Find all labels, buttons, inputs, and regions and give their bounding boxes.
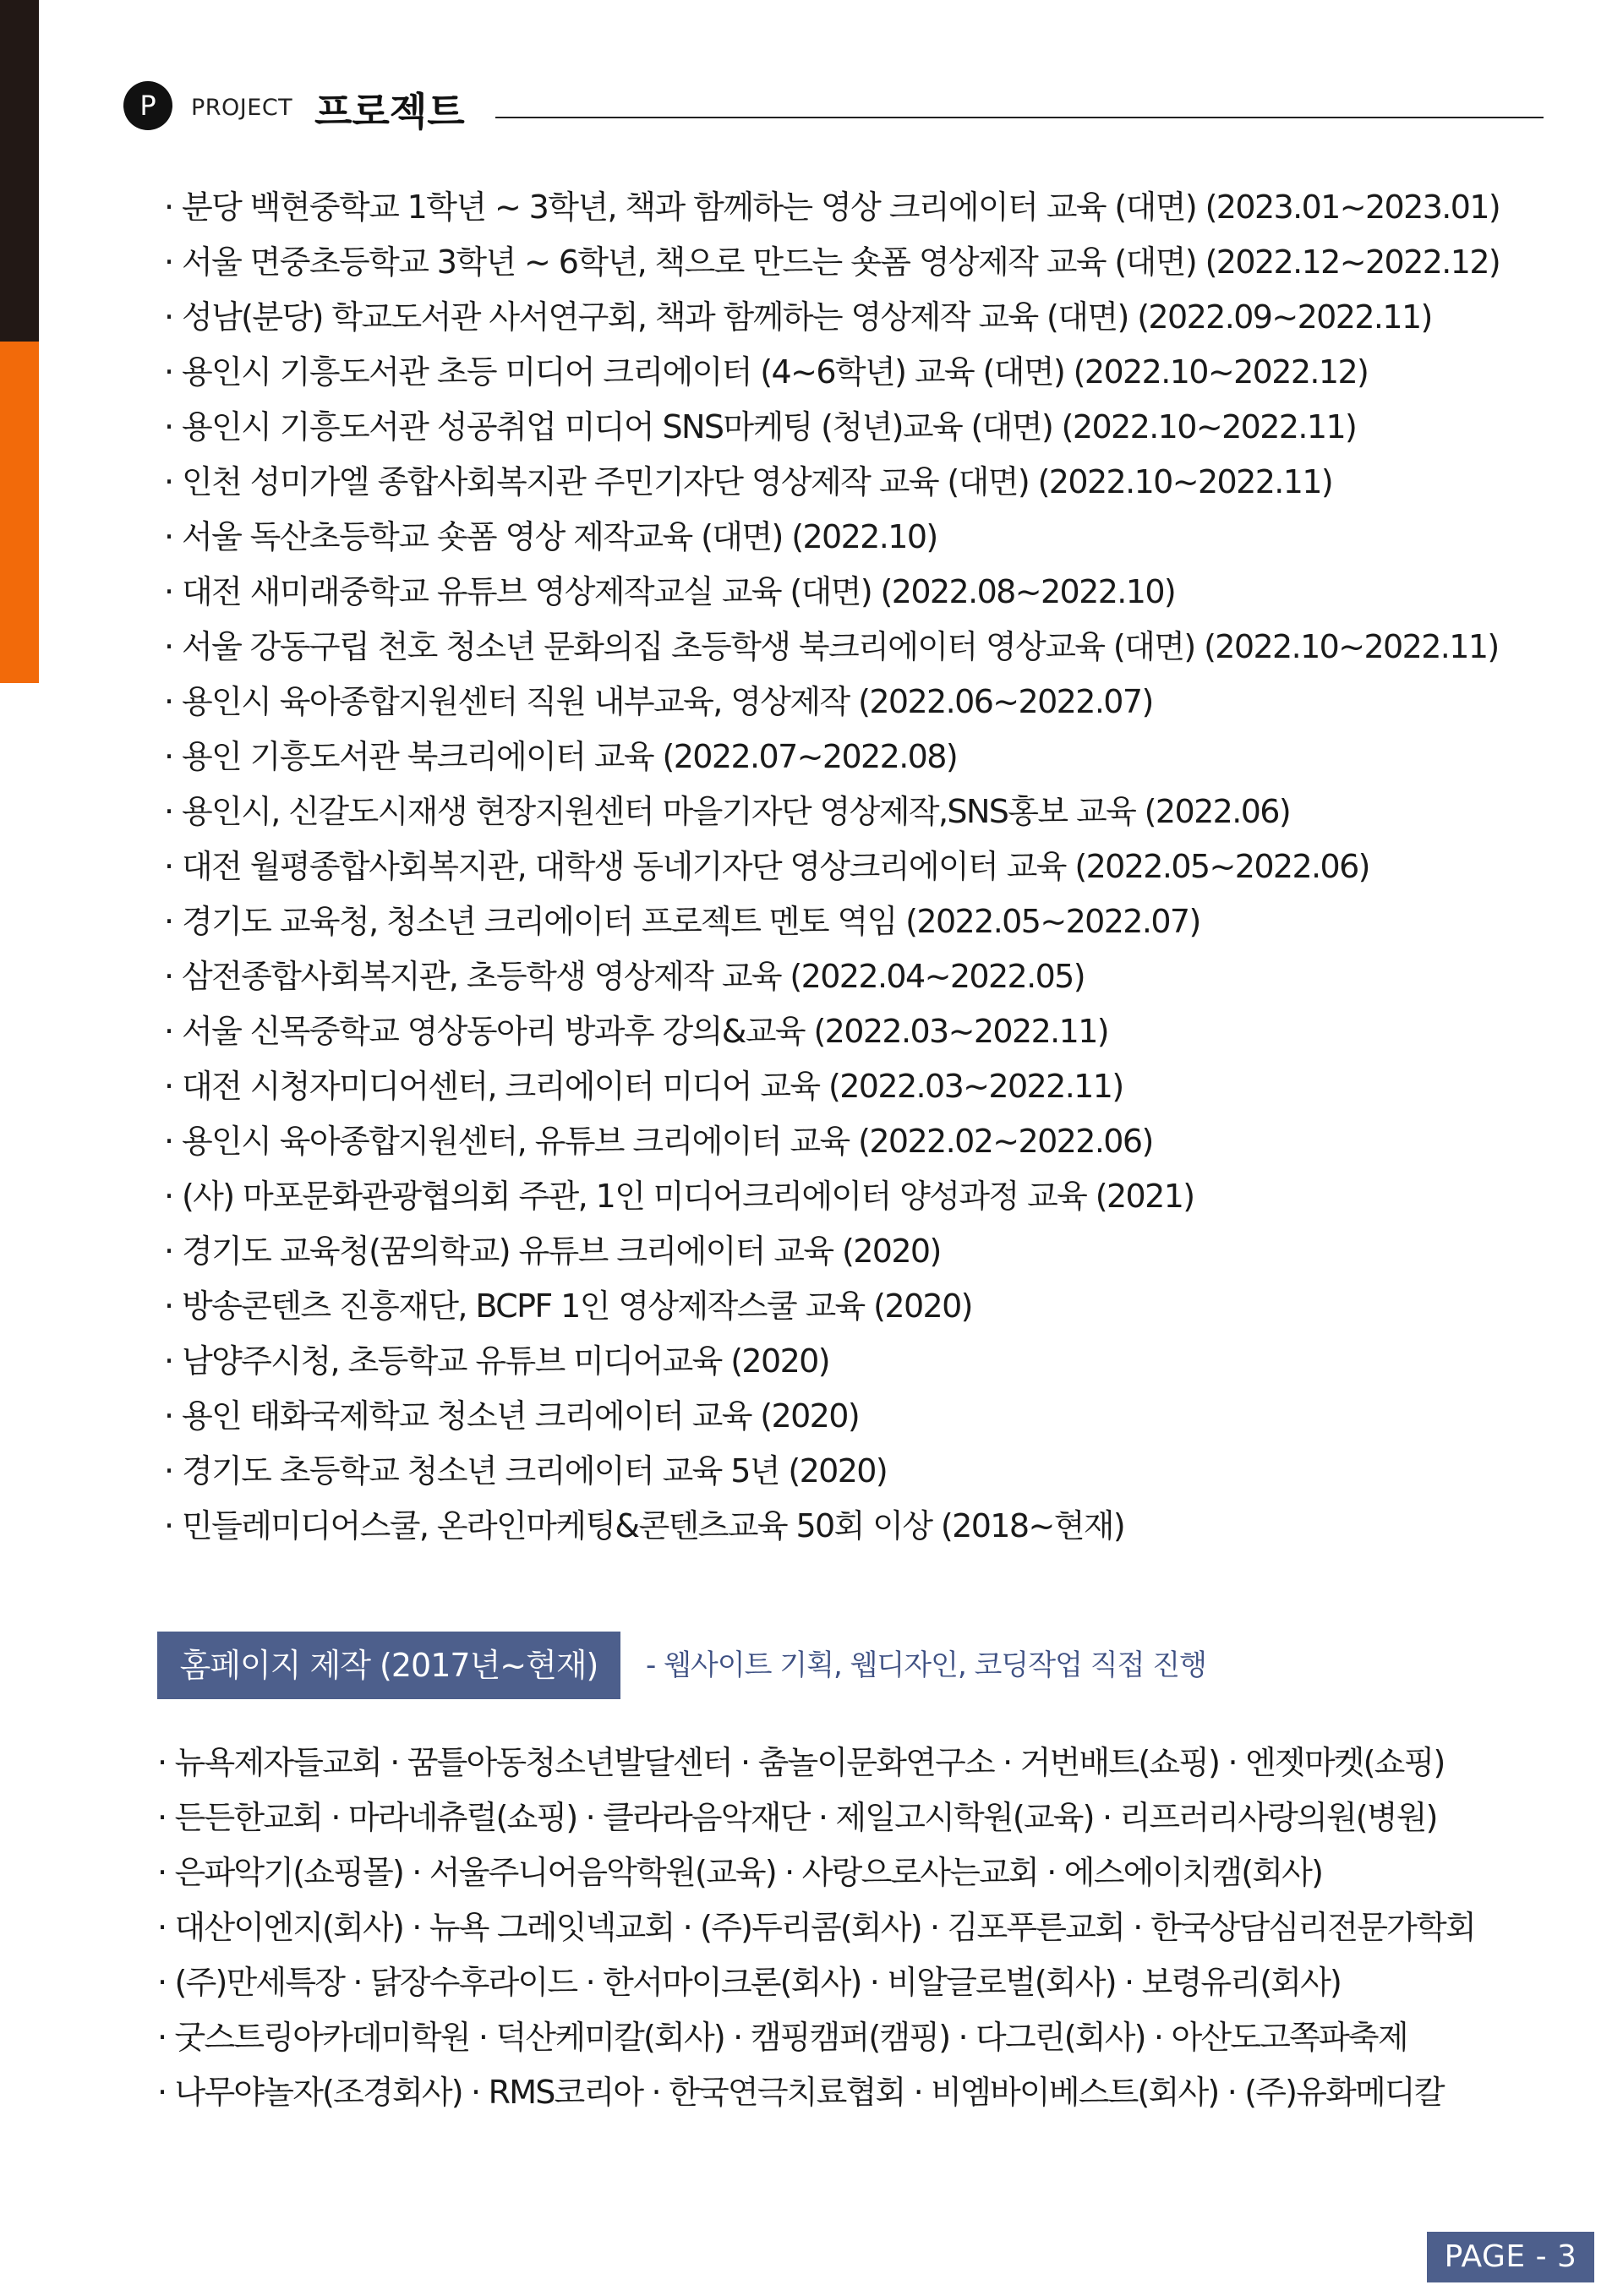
section-header xyxy=(123,81,1544,132)
project-item: · 성남(분당) 학교도서관 사서연구회, 책과 함께하는 영상제작 교육 (대면) (2022.09~2022.11) xyxy=(164,298,1432,336)
project-item: · 대전 시청자미디어센터, 크리에이터 미디어 교육 (2022.03~2022.11) xyxy=(164,1068,1123,1105)
project-item: · 용인시 기흥도서관 성공취업 미디어 SNS마케팅 (청년)교육 (대면) (2022.10~2022.11) xyxy=(164,408,1357,446)
project-item: · 남양주시청, 초등학교 유튜브 미디어교육 (2020) xyxy=(164,1342,829,1380)
client-row: · 굿스트링아카데미학원 · 덕산케미칼(회사) · 캠핑캠퍼(캠핑) · 다그린(회사) · 아산도고쪽파축제 xyxy=(157,2019,1407,2056)
project-item: · 용인 태화국제학교 청소년 크리에이터 교육 (2020) xyxy=(164,1397,860,1435)
section-title-ko: 프로젝트 xyxy=(314,89,465,134)
client-row: · 든든한교회 · 마라네츄럴(쇼핑) · 클라라음악재단 · 제일고시학원(교육) · 리프러리사랑의원(병원) xyxy=(157,1799,1437,1836)
client-row: · 대산이엔지(회사) · 뉴욕 그레잇넥교회 · (주)두리콤(회사) · 김포푸른교회 · 한국상담심리전문가학회 xyxy=(157,1909,1475,1946)
side-bar-dark xyxy=(0,0,39,342)
side-bar-orange xyxy=(0,342,39,683)
project-item: · 경기도 교육청(꿈의학교) 유튜브 크리에이터 교육 (2020) xyxy=(164,1233,941,1270)
project-item: · 용인시 기흥도서관 초등 미디어 크리에이터 (4~6학년) 교육 (대면) (2022.10~2022.12) xyxy=(164,353,1369,391)
project-item: · 민들레미디어스쿨, 온라인마케팅&콘텐츠교육 50회 이상 (2018~현재) xyxy=(164,1507,1125,1544)
client-row: · 나무야놀자(조경회사) · RMS코리아 · 한국연극치료협회 · 비엠바이베스트(회사) · (주)유화메디칼 xyxy=(157,2074,1444,2111)
project-item: · 대전 새미래중학교 유튜브 영상제작교실 교육 (대면) (2022.08~2022.10) xyxy=(164,573,1176,610)
page-number-badge: PAGE - 3 xyxy=(1427,2232,1594,2282)
project-item: · (사) 마포문화관광협의회 주관, 1인 미디어크리에이터 양성과정 교육 (2021) xyxy=(164,1178,1194,1215)
client-row: · 은파악기(쇼핑몰) · 서울주니어음악학원(교육) · 사랑으로사는교회 · 에스에이치캠(회사) xyxy=(157,1854,1323,1891)
client-row: · (주)만세특장 · 닭장수후라이드 · 한서마이크론(회사) · 비알글로벌(회사) · 보령유리(회사) xyxy=(157,1964,1342,2001)
project-item: · 용인시, 신갈도시재생 현장지원센터 마을기자단 영상제작,SNS홍보 교육 (2022.06) xyxy=(164,793,1291,830)
project-item: · 서울 면중초등학교 3학년 ~ 6학년, 책으로 만드는 숏폼 영상제작 교육 (대면) (2022.12~2022.12) xyxy=(164,243,1500,281)
project-item: · 인천 성미가엘 종합사회복지관 주민기자단 영상제작 교육 (대면) (2022.10~2022.11) xyxy=(164,463,1333,500)
project-item: · 서울 강동구립 천호 청소년 문화의집 초등학생 북크리에이터 영상교육 (대면) (2022.10~2022.11) xyxy=(164,628,1499,665)
client-list xyxy=(157,1736,1544,2121)
section-title-en: PROJECT xyxy=(191,95,293,121)
header-divider xyxy=(495,117,1544,118)
project-item: · 분당 백현중학교 1학년 ~ 3학년, 책과 함께하는 영상 크리에이터 교육 (대면) (2023.01~2023.01) xyxy=(164,189,1500,226)
project-list xyxy=(164,181,1533,1555)
project-item: · 방송콘텐츠 진흥재단, BCPF 1인 영상제작스쿨 교육 (2020) xyxy=(164,1287,972,1325)
homepage-section-header xyxy=(157,1632,1510,1699)
homepage-title-label: 홈페이지 제작 (2017년~현재) xyxy=(157,1632,620,1699)
project-item: · 용인시 육아종합지원센터, 유튜브 크리에이터 교육 (2022.02~2022.06) xyxy=(164,1123,1153,1160)
project-item: · 삼전종합사회복지관, 초등학생 영상제작 교육 (2022.04~2022.05) xyxy=(164,958,1085,995)
p-badge-icon: P xyxy=(123,81,172,130)
project-item: · 대전 월평종합사회복지관, 대학생 동네기자단 영상크리에이터 교육 (2022.05~2022.06) xyxy=(164,848,1369,885)
project-item: · 서울 독산초등학교 숏폼 영상 제작교육 (대면) (2022.10) xyxy=(164,518,937,555)
project-item: · 용인 기흥도서관 북크리에이터 교육 (2022.07~2022.08) xyxy=(164,738,958,775)
client-row: · 뉴욕제자들교회 · 꿈틀아동청소년발달센터 · 춤놀이문화연구소 · 거번배트(쇼핑) · 엔젯마켓(쇼핑) xyxy=(157,1744,1445,1781)
project-item: · 경기도 교육청, 청소년 크리에이터 프로젝트 멘토 역임 (2022.05~2022.07) xyxy=(164,903,1200,940)
homepage-description: - 웹사이트 기획, 웹디자인, 코딩작업 직접 진행 xyxy=(646,1648,1206,1682)
project-item: · 경기도 초등학교 청소년 크리에이터 교육 5년 (2020) xyxy=(164,1452,888,1490)
project-item: · 서울 신목중학교 영상동아리 방과후 강의&교육 (2022.03~2022.11) xyxy=(164,1013,1109,1050)
project-item: · 용인시 육아종합지원센터 직원 내부교육, 영상제작 (2022.06~2022.07) xyxy=(164,683,1153,720)
